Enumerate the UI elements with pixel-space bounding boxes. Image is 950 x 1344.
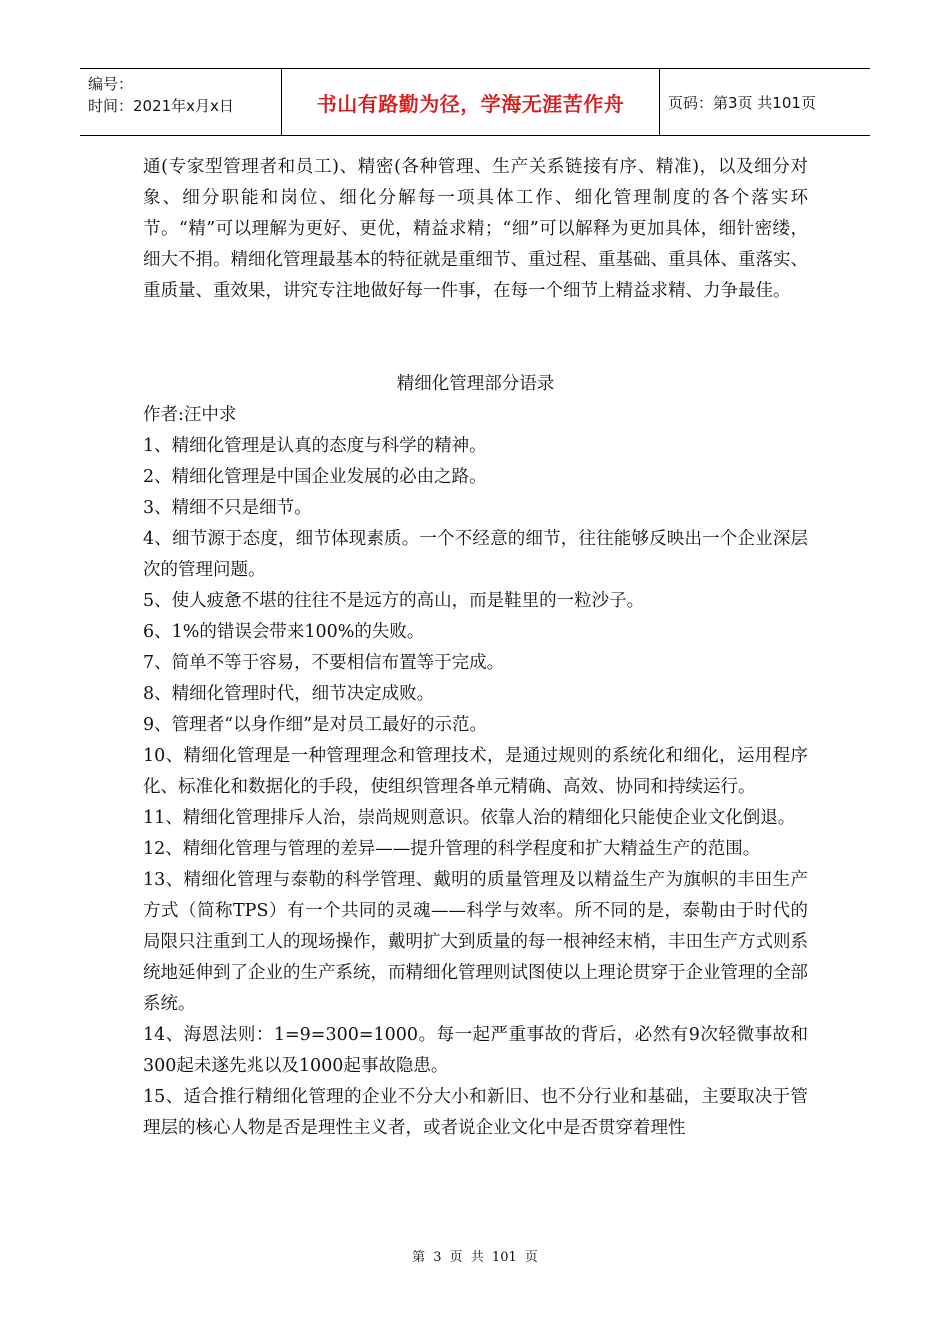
time-label: 时间：2021年x月x日 (88, 97, 234, 115)
document-body (143, 152, 808, 1144)
quote-item: 8、精细化管理时代，细节决定成败。 (143, 684, 435, 704)
quote-item: 10、精细化管理是一种管理理念和管理技术，是通过规则的系统化和细化，运用程序化、标准化和数据化的手段，使组织管理各单元精确、高效、协同和持续运行。 (143, 746, 808, 797)
quote-item: 2、精细化管理是中国企业发展的必由之路。 (143, 467, 487, 487)
quote-item: 4、细节源于态度，细节体现素质。一个不经意的细节，往往能够反映出一个企业深层次的管理问题。 (143, 529, 808, 580)
quote-item: 6、1%的错误会带来100%的失败。 (143, 622, 425, 642)
quote-item: 3、精细不只是细节。 (143, 498, 312, 518)
page-header (80, 68, 870, 136)
quote-item: 14、海恩法则：1=9=300=1000。每一起严重事故的背后，必然有9次轻微事故和300起未遂先兆以及1000起事故隐患。 (143, 1025, 808, 1076)
header-motto: 书山有路勤为径，学海无涯苦作舟 (282, 69, 660, 135)
quote-item: 5、使人疲惫不堪的往往不是远方的高山，而是鞋里的一粒沙子。 (143, 591, 645, 611)
section-title: 精细化管理部分语录 (396, 374, 555, 394)
quote-item: 12、精细化管理与管理的差异——提升管理的科学程度和扩大精益生产的范围。 (143, 839, 761, 859)
header-page-info: 页码：第3页 共101页 (668, 93, 816, 112)
intro-paragraph: 通(专家型管理者和员工)、精密(各种管理、生产关系链接有序、精准)，以及细分对象、细分职能和岗位、细化分解每一项具体工作、细化管理制度的各个落实环节。“精”可以理解为更好、更优，精益求精；“细”可以解释为更加具体，细针密缕，细大不捐。精细化管理最基本的特征就是重细节、重过程、重基础、重具体、重落实、重质量、重效果，讲究专注地做好每一件事，在每一个细节上精益求精、力争最佳。 (143, 157, 808, 301)
page-footer: 第 3 页 共 101 页 (412, 1250, 538, 1265)
author-line: 作者:汪中求 (143, 405, 237, 425)
number-label: 编号： (88, 75, 134, 93)
quote-item: 15、适合推行精细化管理的企业不分大小和新旧、也不分行业和基础，主要取决于管理层的核心人物是否是理性主义者，或者说企业文化中是否贯穿着理性 (143, 1087, 808, 1138)
quote-item: 9、管理者“以身作细”是对员工最好的示范。 (143, 715, 488, 735)
quote-item: 7、简单不等于容易，不要相信布置等于完成。 (143, 653, 505, 673)
quote-item: 13、精细化管理与泰勒的科学管理、戴明的质量管理及以精益生产为旗帜的丰田生产方式（简称TPS）有一个共同的灵魂——科学与效率。所不同的是，泰勒由于时代的局限只注重到工人的现场操作，戴明扩大到质量的每一根神经末梢，丰田生产方式则系统地延伸到了企业的生产系统，而精细化管理则试图使以上理论贯穿于企业管理的全部系统。 (143, 870, 808, 1014)
header-meta (80, 69, 282, 135)
quote-item: 11、精细化管理排斥人治，崇尚规则意识。依靠人治的精细化只能使企业文化倒退。 (143, 808, 796, 828)
quote-item: 1、精细化管理是认真的态度与科学的精神。 (143, 436, 487, 456)
